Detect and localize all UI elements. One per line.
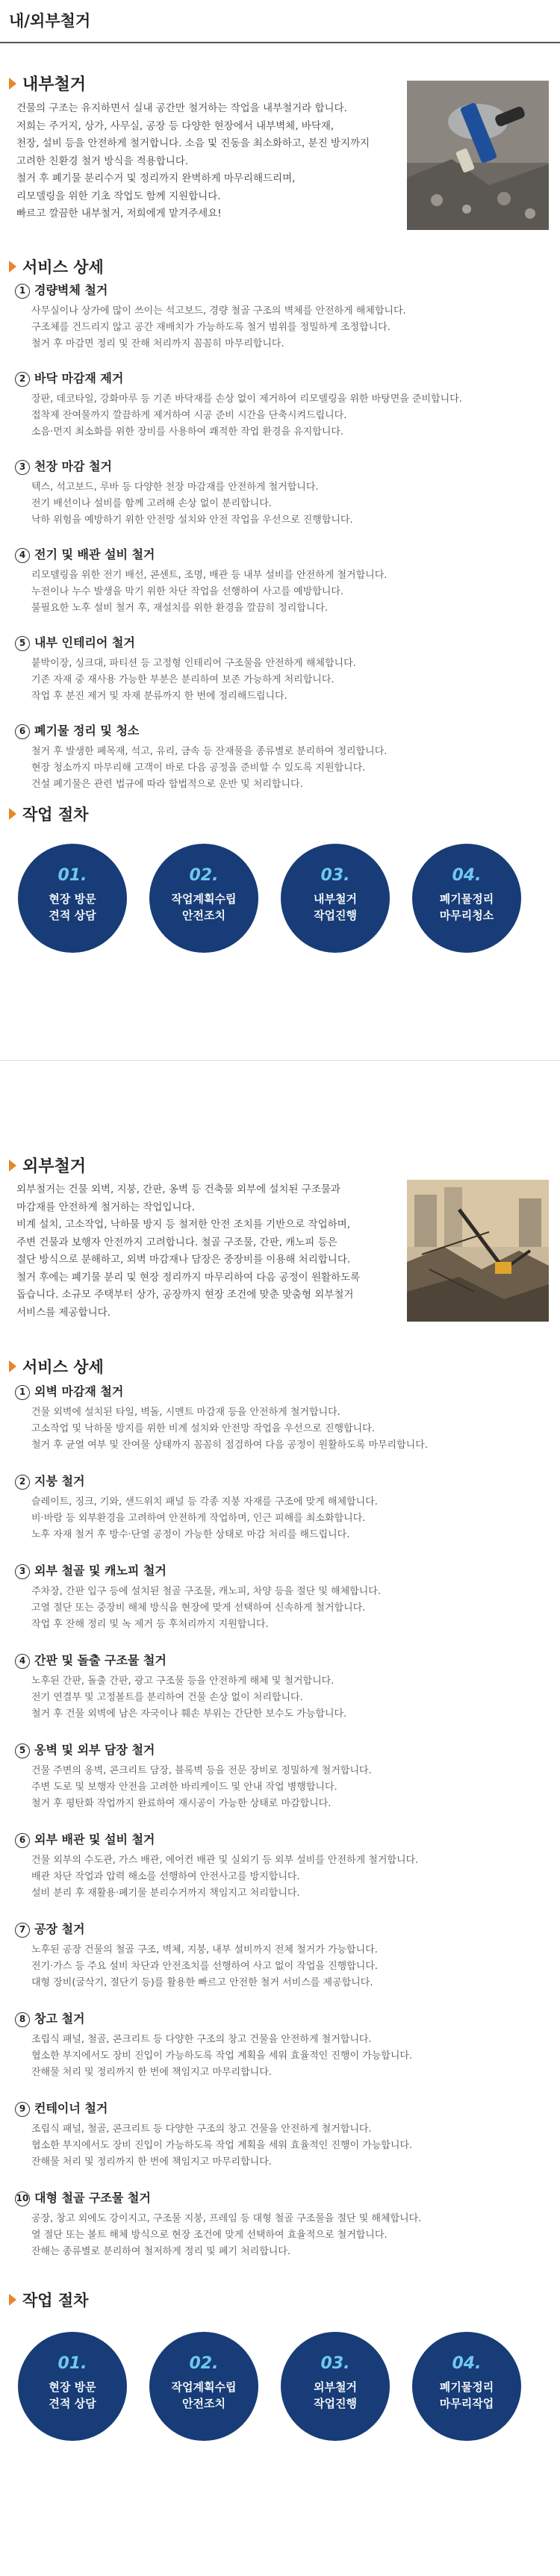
- step-number: 02.: [189, 866, 219, 885]
- item-number: 10: [15, 2191, 30, 2206]
- item-number: 1: [15, 1385, 30, 1400]
- exterior-process-steps: [0, 2332, 560, 2444]
- intro-line: 외부철거는 건물 외벽, 지붕, 간판, 옹벽 등 건축물 외부에 설치된 구조물과: [16, 1183, 340, 1195]
- service-item-description: [15, 391, 553, 441]
- step-label-line: 외부철거: [314, 2380, 357, 2394]
- step-label: [412, 2379, 521, 2412]
- description-line: 낙하 위험을 예방하기 위한 안전망 설치와 안전 작업을 우선으로 진행합니다.: [31, 514, 353, 526]
- exterior-demolition-photo-icon: [407, 1180, 549, 1322]
- description-line: 비·바람 등 외부환경을 고려하여 안전하게 작업하며, 인근 피해를 최소화합니다.: [31, 1513, 366, 1524]
- service-item: [15, 370, 553, 441]
- step-label-line: 안전조치: [182, 2397, 225, 2410]
- description-line: 고열 절단 또는 중장비 해체 방식을 현장에 맞게 선택하여 신속하게 철거합니다.: [31, 1602, 366, 1614]
- intro-line: 천장, 설비 등을 안전하게 철거합니다. 소음 및 진동을 최소화하고, 분진 방지까지: [16, 137, 370, 149]
- service-item-title: [15, 2190, 553, 2206]
- arrow-icon: [9, 1360, 16, 1372]
- description-line: 작업 후 분진 제거 및 자재 분류까지 한 번에 정리해드립니다.: [31, 691, 287, 702]
- step-number: 03.: [320, 866, 350, 885]
- service-item-description: [15, 744, 553, 793]
- service-item-title: [15, 1921, 553, 1938]
- item-number: 1: [15, 284, 30, 299]
- exterior-photo: [407, 1180, 549, 1322]
- interior-process-title: 작업 절차: [9, 803, 88, 825]
- description-line: 소음·먼지 최소화를 위한 장비를 사용하여 쾌적한 작업 환경을 유지합니다.: [31, 426, 344, 438]
- step-number: 04.: [452, 2354, 482, 2373]
- service-item-title: [15, 282, 553, 299]
- item-title-text: 공장 철거: [34, 1922, 85, 1936]
- service-item: [15, 1384, 553, 1454]
- service-item-description: [15, 1404, 553, 1454]
- service-item: [15, 635, 553, 705]
- service-item-description: [15, 1494, 553, 1543]
- item-title-text: 간판 및 돌출 구조물 철거: [34, 1653, 167, 1667]
- description-line: 건물 외벽에 설치된 타일, 벽돌, 시멘트 마감재 등을 안전하게 철거합니다.: [31, 1407, 340, 1418]
- interior-photo: [407, 81, 549, 230]
- service-item: [15, 2011, 553, 2081]
- item-title-text: 폐기물 정리 및 청소: [34, 724, 140, 738]
- service-item-title: [15, 547, 553, 563]
- service-item: [15, 723, 553, 793]
- step-label-line: 내부철거: [314, 892, 357, 906]
- description-line: 철거 후 발생한 폐목재, 석고, 유리, 금속 등 잔재물을 종류별로 분리하여 정리합니다.: [31, 746, 388, 757]
- intro-line: 마감재를 안전하게 철거하는 작업입니다.: [16, 1201, 195, 1213]
- service-item-description: [15, 1763, 553, 1812]
- step-number: 03.: [320, 2354, 350, 2373]
- description-line: 협소한 부지에서도 장비 진입이 가능하도록 작업 계획을 세워 효율적인 진행이 가능합니다.: [31, 2140, 413, 2151]
- description-line: 노후된 간판, 돌출 간판, 광고 구조물 등을 안전하게 해체 및 철거합니다.: [31, 1676, 335, 1687]
- item-number: 4: [15, 548, 30, 563]
- service-item-description: [15, 2121, 553, 2171]
- process-step: [281, 844, 390, 953]
- item-number: 3: [15, 460, 30, 475]
- exterior-heading: [9, 1154, 86, 1177]
- process-step: [412, 844, 521, 953]
- description-line: 공장, 창고 외에도 강이지고, 구조물 지붕, 프레임 등 대형 철골 구조물을 절단 및 해체합니다.: [31, 2213, 422, 2224]
- description-line: 철거 후 평탄화 작업까지 완료하여 재시공이 가능한 상태로 마감합니다.: [31, 1798, 332, 1809]
- description-line: 철거 후 마감면 정리 및 잔해 처리까지 꼼꼼히 마무리합니다.: [31, 338, 284, 349]
- step-label-line: 마무리작업: [439, 2397, 494, 2410]
- description-line: 리모델링을 위한 전기 배선, 콘센트, 조명, 배관 등 내부 설비를 안전하게 철거합니다.: [31, 570, 388, 581]
- description-line: 전기 연결부 및 고정볼트를 분리하여 건물 손상 없이 처리합니다.: [31, 1692, 303, 1703]
- item-number: 7: [15, 1923, 30, 1938]
- step-label: [281, 2379, 390, 2412]
- item-number: 2: [15, 1475, 30, 1490]
- process-step: [412, 2332, 521, 2441]
- item-title-text: 옹벽 및 외부 담장 철거: [34, 1743, 155, 1757]
- service-item-title: [15, 1384, 553, 1400]
- interior-heading: [9, 72, 86, 95]
- step-label-line: 마무리청소: [439, 909, 494, 922]
- description-line: 구조체를 건드리지 않고 공간 재배치가 가능하도록 철거 범위를 정밀하게 조정합니다.: [31, 322, 391, 333]
- description-line: 노후 자재 철거 후 방수·단열 공정이 가능한 상태로 마감 처리를 해드립니다.: [31, 1529, 350, 1540]
- step-label-line: 안전조치: [182, 909, 225, 922]
- step-label: [18, 891, 127, 924]
- service-item: [15, 2190, 553, 2260]
- item-title-text: 외부 배관 및 설비 철거: [34, 1832, 155, 1847]
- service-item: [15, 1652, 553, 1723]
- service-item-description: [15, 567, 553, 617]
- step-label-line: 폐기물정리: [439, 892, 494, 906]
- item-title-text: 내부 인테리어 철거: [34, 635, 135, 650]
- process-step: [149, 2332, 258, 2441]
- step-number: 01.: [57, 866, 87, 885]
- interior-heading-text: 내부철거: [22, 75, 87, 94]
- description-line: 열 절단 또는 볼트 해체 방식으로 현장 조건에 맞게 선택하여 효율적으로 철거합니다.: [31, 2230, 388, 2241]
- interior-intro: [16, 100, 390, 223]
- step-label: [281, 891, 390, 924]
- service-item-description: [15, 656, 553, 705]
- step-label: [149, 2379, 258, 2412]
- item-number: 5: [15, 1743, 30, 1758]
- arrow-icon: [9, 2294, 16, 2306]
- service-item-description: [15, 1584, 553, 1633]
- step-label-line: 폐기물정리: [439, 2380, 494, 2394]
- service-item-description: [15, 1852, 553, 1902]
- service-item-description: [15, 1673, 553, 1723]
- intro-line: 비계 설치, 고소작업, 낙하물 방지 등 철저한 안전 조치를 기반으로 작업하며,: [16, 1219, 351, 1231]
- interior-demolition-photo-icon: [407, 81, 549, 230]
- description-line: 전기·가스 등 주요 설비 차단과 안전조치를 선행하여 사고 없이 작업을 진행합니다.: [31, 1961, 379, 1972]
- item-title-text: 경량벽체 철거: [34, 283, 108, 297]
- service-item: [15, 1921, 553, 1991]
- arrow-icon: [9, 78, 16, 90]
- intro-line: 서비스를 제공합니다.: [16, 1306, 111, 1319]
- description-line: 철거 후 건물 외벽에 남은 자국이나 훼손 부위는 간단한 보수도 가능합니다.: [31, 1708, 347, 1720]
- service-item: [15, 547, 553, 617]
- item-number: 4: [15, 1654, 30, 1669]
- service-item: [15, 1832, 553, 1902]
- step-label-line: 견적 상담: [49, 2397, 96, 2410]
- intro-line: 돕습니다. 소규모 주택부터 상가, 공장까지 현장 조건에 맞춘 맞춤형 외부철거: [16, 1289, 354, 1301]
- intro-line: 빠르고 깔끔한 내부철거, 저희에게 맡겨주세요!: [16, 208, 222, 220]
- description-line: 배관 차단 작업과 압력 해소를 선행하여 안전사고를 방지합니다.: [31, 1871, 300, 1882]
- service-item-title: [15, 723, 553, 739]
- service-item-title: [15, 1473, 553, 1490]
- description-line: 잔해물 처리 및 정리까지 한 번에 책임지고 마무리합니다.: [31, 2067, 272, 2078]
- step-label-line: 현장 방문: [49, 892, 96, 906]
- step-label: [412, 891, 521, 924]
- description-line: 대형 장비(굴삭기, 절단기 등)를 활용한 빠르고 안전한 철거 서비스를 제공합니다.: [31, 1977, 373, 1988]
- description-line: 건설 폐기물은 관련 법규에 따라 합법적으로 운반 및 처리합니다.: [31, 779, 303, 790]
- service-item-description: [15, 479, 553, 529]
- item-number: 6: [15, 724, 30, 739]
- intro-line: 건물의 구조는 유지하면서 실내 공간만 철거하는 작업을 내부철거라 합니다.: [16, 102, 347, 114]
- item-number: 6: [15, 1833, 30, 1848]
- service-item: [15, 458, 553, 529]
- item-number: 2: [15, 372, 30, 387]
- description-line: 전기 배선이나 설비를 함께 고려해 손상 없이 분리합니다.: [31, 498, 272, 509]
- step-label-line: 작업진행: [314, 909, 357, 922]
- item-title-text: 대형 철골 구조물 철거: [34, 2191, 151, 2205]
- service-item-description: [15, 1942, 553, 1991]
- intro-line: 리모델링을 위한 기초 작업도 함께 지원합니다.: [16, 190, 221, 202]
- service-item-title: [15, 2011, 553, 2027]
- process-step: [281, 2332, 390, 2441]
- description-line: 붙박이장, 싱크대, 파티션 등 고정형 인테리어 구조물을 안전하게 해체합니다.: [31, 658, 356, 669]
- intro-line: 저희는 주거지, 상가, 사무실, 공장 등 다양한 현장에서 내부벽체, 바닥재,: [16, 119, 335, 132]
- interior-service-title: 서비스 상세: [9, 255, 104, 278]
- service-item-description: [15, 303, 553, 352]
- service-item-description: [15, 2032, 553, 2081]
- description-line: 잔해물 처리 및 정리까지 한 번에 책임지고 마무리합니다.: [31, 2156, 272, 2168]
- description-line: 건물 외부의 수도관, 가스 배관, 에어컨 배관 및 실외기 등 외부 설비를 안전하게 철거합니다.: [31, 1855, 419, 1866]
- description-line: 잔해는 종류별로 분리하여 철저하게 정리 및 폐기 처리합니다.: [31, 2246, 291, 2257]
- service-item-title: [15, 635, 553, 651]
- description-line: 협소한 부지에서도 장비 진입이 가능하도록 작업 계획을 세워 효율적인 진행이 가능합니다.: [31, 2050, 413, 2062]
- description-line: 노후된 공장 건물의 철골 구조, 벽체, 지붕, 내부 설비까지 전체 철거가 가능합니다.: [31, 1944, 378, 1956]
- service-item: [15, 282, 553, 352]
- item-title-text: 외벽 마감재 철거: [34, 1384, 124, 1399]
- item-number: 5: [15, 636, 30, 651]
- description-line: 건물 주변의 옹벽, 콘크리트 담장, 블록벽 등을 전문 장비로 정밀하게 철거합니다.: [31, 1765, 372, 1776]
- description-line: 주변 도로 및 보행자 안전을 고려한 바리케이드 및 안내 작업 병행합니다.: [31, 1782, 337, 1793]
- arrow-icon: [9, 808, 16, 820]
- arrow-icon: [9, 1160, 16, 1172]
- service-item: [15, 1742, 553, 1812]
- description-line: 고소작업 및 낙하물 방지를 위한 비계 설치와 안전망 작업을 우선으로 진행합니다.: [31, 1423, 375, 1434]
- step-label-line: 작업진행: [314, 2397, 357, 2410]
- process-step: [149, 844, 258, 953]
- description-line: 기존 자재 중 재사용 가능한 부분은 분리하여 보존 가능하게 처리합니다.: [31, 674, 335, 685]
- service-item-title: [15, 370, 553, 387]
- service-item: [15, 2100, 553, 2171]
- item-title-text: 바닥 마감재 제거: [34, 371, 124, 385]
- description-line: 텍스, 석고보드, 루바 등 다양한 천장 마감재를 안전하게 철거합니다.: [31, 482, 319, 493]
- interior-section: [0, 0, 560, 1060]
- service-item-title: [15, 1832, 553, 1848]
- service-item-title: [15, 1563, 553, 1579]
- description-line: 슬레이트, 징크, 기와, 샌드위치 패널 등 각종 지붕 자재를 구조에 맞게 해체합니다.: [31, 1496, 378, 1508]
- arrow-icon: [9, 261, 16, 273]
- description-line: 접착제 잔여물까지 깔끔하게 제거하여 시공 준비 시간을 단축시켜드립니다.: [31, 410, 347, 421]
- intro-line: 철거 후에는 폐기물 분리 및 현장 정리까지 마무리하여 다음 공정이 원활하도록: [16, 1271, 361, 1284]
- step-number: 02.: [189, 2354, 219, 2373]
- page-title: 내/외부철거: [0, 0, 560, 43]
- item-number: 3: [15, 1564, 30, 1579]
- description-line: 불필요한 노후 설비 철거 후, 재설치를 위한 환경을 깔끔히 정리합니다.: [31, 603, 329, 614]
- step-label-line: 견적 상담: [49, 909, 96, 922]
- service-item: [15, 1563, 553, 1633]
- step-label: [18, 2379, 127, 2412]
- description-line: 주차장, 간판 입구 등에 설치된 철골 구조물, 캐노피, 차양 등을 절단 및 해체합니다.: [31, 1586, 381, 1597]
- item-title-text: 컨테이너 철거: [34, 2101, 108, 2115]
- exterior-service-title: 서비스 상세: [9, 1355, 104, 1378]
- step-number: 01.: [57, 2354, 87, 2373]
- item-title-text: 전기 및 배관 설비 철거: [34, 547, 155, 561]
- step-number: 04.: [452, 866, 482, 885]
- intro-line: 주변 건물과 보행자 안전까지 고려합니다. 철골 구조물, 간판, 캐노피 등은: [16, 1236, 337, 1248]
- intro-line: 고려한 친환경 철거 방식을 적용합니다.: [16, 155, 189, 167]
- intro-line: 절단 방식으로 분해하고, 외벽 마감재나 담장은 중장비를 이용해 처리합니다.: [16, 1254, 351, 1266]
- description-line: 철거 후 균열 여부 및 잔여물 상태까지 꼼꼼히 점검하여 다음 공정이 원활하도록 마무리합니다.: [31, 1440, 428, 1451]
- service-item-description: [15, 2211, 553, 2260]
- exterior-intro: [16, 1181, 390, 1322]
- description-line: 현장 청소까지 마무리해 고객이 바로 다음 공정을 준비할 수 있도록 지원합니다.: [31, 762, 366, 774]
- item-title-text: 외부 철골 및 캐노피 철거: [34, 1564, 167, 1578]
- item-title-text: 지붕 철거: [34, 1474, 85, 1488]
- description-line: 설비 분리 후 재활용·폐기물 분리수거까지 책임지고 처리합니다.: [31, 1888, 300, 1899]
- step-label-line: 현장 방문: [49, 2380, 96, 2394]
- item-title-text: 창고 철거: [34, 2012, 85, 2026]
- description-line: 누전이나 누수 발생을 막기 위한 차단 작업을 선행하여 사고를 예방합니다.: [31, 586, 344, 597]
- step-label-line: 작업계획수립: [171, 892, 237, 906]
- service-item-title: [15, 1742, 553, 1758]
- description-line: 사무실이나 상가에 많이 쓰이는 석고보드, 경량 철골 구조의 벽체를 안전하게 해체합니다.: [31, 305, 406, 317]
- service-item: [15, 1473, 553, 1543]
- service-item-title: [15, 458, 553, 475]
- service-item-title: [15, 1652, 553, 1669]
- step-label: [149, 891, 258, 924]
- description-line: 장판, 데코타일, 강화마루 등 기존 바닥재를 손상 없이 제거하여 리모델링을 위한 바탕면을 준비합니다.: [31, 393, 462, 405]
- process-step: [18, 844, 127, 953]
- process-step: [18, 2332, 127, 2441]
- description-line: 조립식 패널, 철골, 콘크리트 등 다양한 구조의 창고 건물을 안전하게 철거합니다.: [31, 2034, 372, 2045]
- description-line: 조립식 패널, 철골, 콘크리트 등 다양한 구조의 창고 건물을 안전하게 철거합니다.: [31, 2124, 372, 2135]
- exterior-process-title: 작업 절차: [9, 2289, 88, 2311]
- service-item-title: [15, 2100, 553, 2117]
- interior-process-steps: [0, 844, 560, 956]
- item-title-text: 천장 마감 철거: [34, 459, 112, 473]
- intro-line: 철거 후 폐기물 분리수거 및 정리까지 완벽하게 마무리해드리며,: [16, 172, 296, 184]
- exterior-section: [0, 1060, 560, 2576]
- item-number: 9: [15, 2102, 30, 2117]
- item-number: 8: [15, 2012, 30, 2027]
- description-line: 작업 후 잔해 정리 및 녹 제거 등 후처리까지 지원합니다.: [31, 1619, 269, 1630]
- exterior-heading-text: 외부철거: [22, 1157, 87, 1176]
- step-label-line: 작업계획수립: [171, 2380, 237, 2394]
